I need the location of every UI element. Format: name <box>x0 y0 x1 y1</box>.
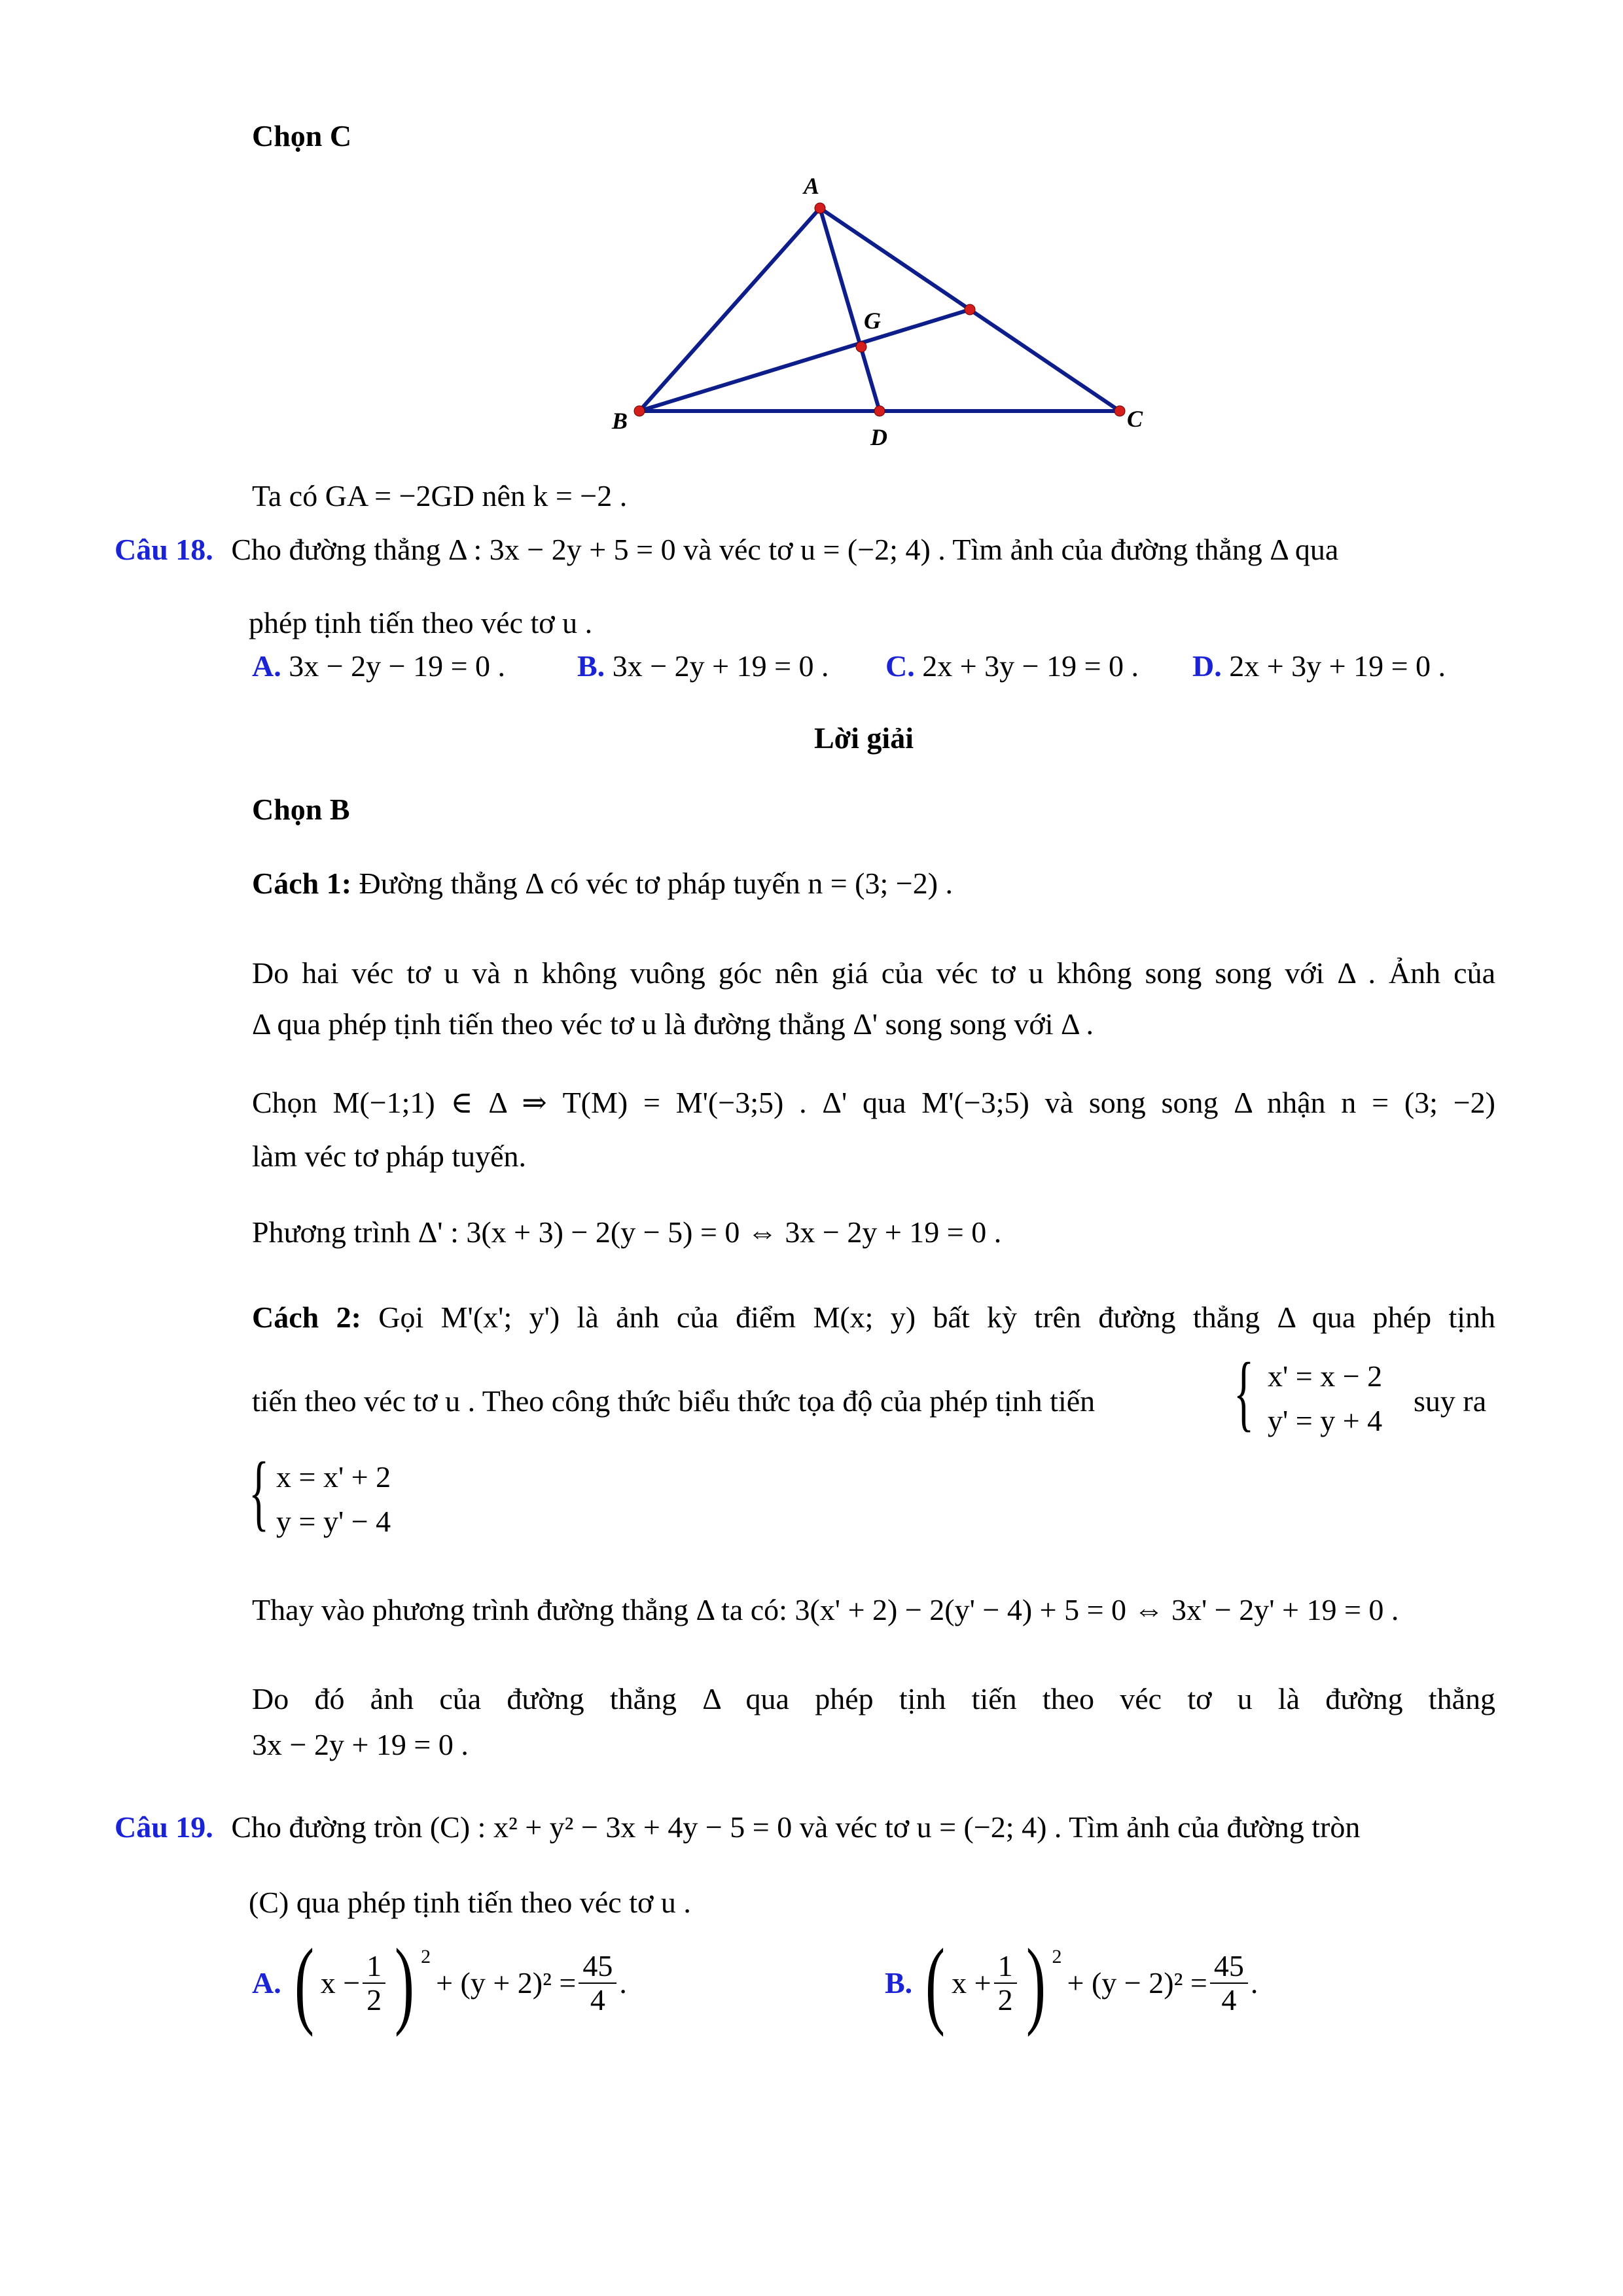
para-3-line-2: làm véc tơ pháp tuyến. <box>252 1139 527 1173</box>
q19-option-a: A. ( x − $\frac{1}{2}$ ) 2 + (y + 2)² = $\frac{45}{4}$ . <box>252 1929 627 2037</box>
para-4: Phương trình Δ' : 3(x + 3) − 2(y − 5) = 0 ⇔ 3x − 2y + 19 = 0 . <box>252 1215 1002 1249</box>
method-2-line-2a: tiến theo véc tơ u . Theo công thức biểu thức tọa độ của phép tịnh tiến <box>252 1384 1096 1418</box>
side-ab <box>639 208 820 411</box>
para-7-line-2: 3x − 2y + 19 = 0 . <box>252 1728 469 1761</box>
q19-text: Cho đường tròn (C) : x² + y² − 3x + 4y − 5 = 0 và véc tơ u = (−2; 4) . Tìm ảnh của đường tròn <box>231 1810 1361 1844</box>
para-2-line-1: Do hai véc tơ u và n không vuông góc nên giá của véc tơ u không song song với Δ . Ảnh của <box>252 956 1495 990</box>
solution-heading: Lời giải <box>814 721 914 755</box>
choose-c-label: Chọn C <box>252 119 352 152</box>
system-1-brace: { <box>1234 1346 1255 1440</box>
q19-option-b: B. ( x + $\frac{1}{2}$ ) 2 + (y − 2)² = $\frac{45}{4}$ . <box>885 1929 1258 2037</box>
ta-co-line: Ta có GA = −2GD nên k = −2 . <box>252 479 628 512</box>
label-b: B <box>612 408 628 434</box>
label-d: D <box>870 424 887 450</box>
q18-option-c: C. 2x + 3y − 19 = 0 . <box>885 649 1139 683</box>
q18-option-b: B. 3x − 2y + 19 = 0 . <box>577 649 829 683</box>
point-d <box>874 406 885 416</box>
para-3-line-1: Chọn M(−1;1) ∈ Δ ⇒ T(M) = M'(−3;5) . Δ' qua M'(−3;5) và song song Δ nhận n = (3; −2) <box>252 1086 1495 1119</box>
solution-choose: Chọn B <box>252 793 350 826</box>
q19-stem-2: (C) qua phép tịnh tiến theo véc tơ u . <box>249 1886 691 1919</box>
median-b <box>639 310 970 411</box>
point-b <box>634 406 645 416</box>
q18-stem <box>115 530 1338 569</box>
point-g <box>856 342 866 352</box>
q18-text: Cho đường thẳng Δ : 3x − 2y + 5 = 0 và véc tơ u = (−2; 4) . Tìm ảnh của đường thẳng Δ qua <box>231 533 1339 566</box>
q19-stem <box>115 1808 1360 1847</box>
para-7-line-1: Do đó ảnh của đường thẳng Δ qua phép tịnh tiến theo véc tơ u là đường thẳng <box>252 1682 1495 1715</box>
q18-option-d: D. 2x + 3y + 19 = 0 . <box>1192 649 1446 683</box>
system-2-brace: { <box>249 1445 270 1539</box>
method-2-line-1: Cách 2: Gọi M'(x'; y') là ảnh của điểm M(x; y) bất kỳ trên đường thẳng Δ qua phép tịnh <box>252 1300 1496 1334</box>
label-a: A <box>804 173 820 199</box>
para-2-line-2: Δ qua phép tịnh tiến theo véc tơ u là đường thẳng Δ' song song với Δ . <box>252 1007 1094 1041</box>
system-2: { x = x' + 2 y = y' − 4 <box>249 1445 391 1539</box>
label-g: G <box>864 308 881 334</box>
para-6: Thay vào phương trình đường thẳng Δ ta có: 3(x' + 2) − 2(y' − 4) + 5 = 0 ⇔ 3x' − 2y' + 19 = 0 . <box>252 1593 1399 1626</box>
q18-number: Câu 18. <box>115 533 213 566</box>
q18-stem-2: phép tịnh tiến theo véc tơ u . <box>249 606 593 639</box>
label-c: C <box>1127 406 1143 432</box>
method-2-line-2b: suy ra <box>1414 1384 1487 1418</box>
point-a <box>815 203 825 213</box>
triangle-figure <box>589 157 1178 458</box>
q18-option-a: A. 3x − 2y − 19 = 0 . <box>252 649 506 683</box>
point-mid-ac <box>965 304 975 315</box>
point-c <box>1115 406 1125 416</box>
method-1: Cách 1: Đường thẳng Δ có véc tơ pháp tuyến n = (3; −2) . <box>252 867 954 900</box>
system-1: { x' = x − 2 y' = y + 4 <box>1234 1346 1383 1440</box>
q19-number: Câu 19. <box>115 1810 213 1844</box>
